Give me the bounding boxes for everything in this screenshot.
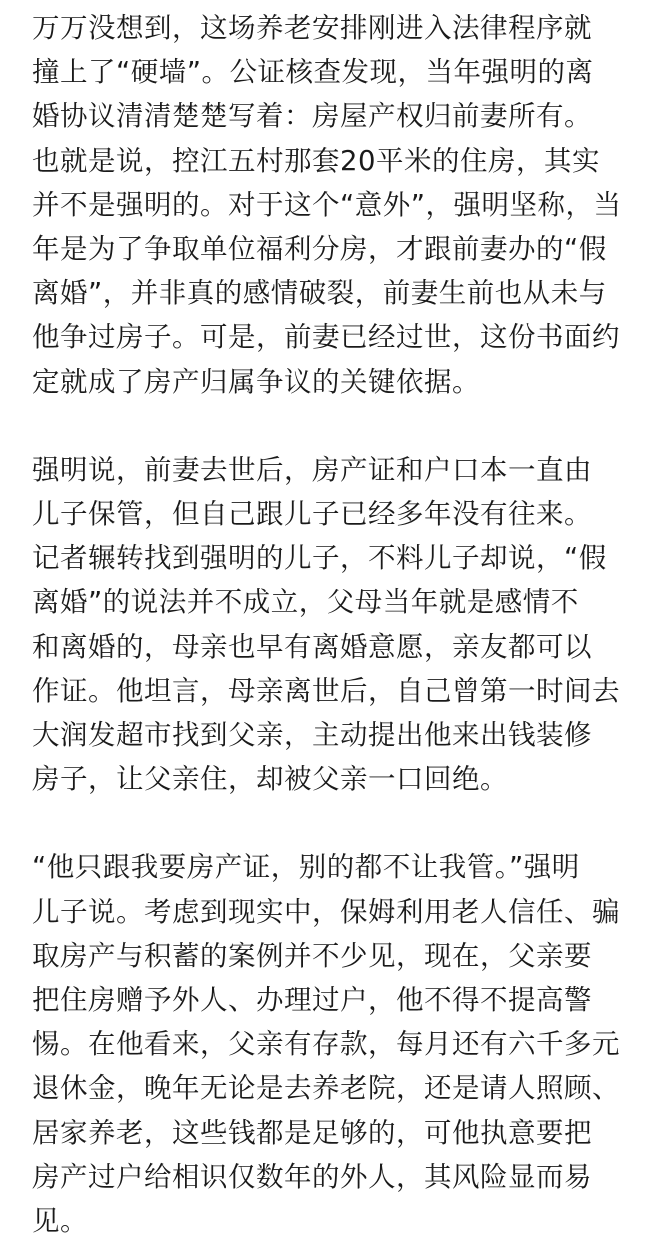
text-line: 定就成了房产归属争议的关键依据。 bbox=[32, 365, 480, 398]
text-line: 强明说，前妻去世后，房产证和户口本一直由 bbox=[32, 453, 592, 486]
text-line: 把住房赠予外人、办理过户，他不得不提高警 bbox=[32, 984, 592, 1017]
text-line: 房产过户给相识仅数年的外人，其风险显而易 bbox=[32, 1160, 592, 1193]
text-line: 惕。在他看来，父亲有存款，每月还有六千多元 bbox=[32, 1028, 620, 1061]
text-line: 见。 bbox=[32, 1205, 88, 1238]
text-line: 离婚”，并非真的感情破裂，前妻生前也从未与 bbox=[32, 277, 607, 310]
text-line: 儿子保管，但自己跟儿子已经多年没有往来。 bbox=[32, 498, 592, 531]
text-line: 他争过房子。可是，前妻已经过世，这份书面约 bbox=[32, 321, 620, 354]
text-line: 房子，让父亲住，却被父亲一口回绝。 bbox=[32, 763, 508, 796]
paragraph-1 bbox=[32, 6, 624, 404]
text-line: 并不是强明的。对于这个“意外”，强明坚称，当 bbox=[32, 188, 622, 221]
text-line: 离婚”的说法并不成立，父母当年就是感情不 bbox=[32, 586, 579, 619]
text-line: 记者辗转找到强明的儿子，不料儿子却说，“假 bbox=[32, 542, 607, 575]
text-line: 退休金，晚年无论是去养老院，还是请人照顾、 bbox=[32, 1072, 620, 1105]
text-line: 作证。他坦言，母亲离世后，自己曾第一时间去 bbox=[32, 674, 620, 707]
text-line: 居家养老，这些钱都是足够的，可他执意要把 bbox=[32, 1116, 592, 1149]
text-line: 年是为了争取单位福利分房，才跟前妻办的“假 bbox=[32, 233, 607, 266]
text-line: 婚协议清清楚楚写着：房屋产权归前妻所有。 bbox=[32, 100, 592, 133]
paragraph-3 bbox=[32, 845, 624, 1243]
text-line: 取房产与积蓄的案例并不少见，现在，父亲要 bbox=[32, 939, 592, 972]
text-line: 撞上了“硬墙”。公证核查发现，当年强明的离 bbox=[32, 56, 594, 89]
text-line: 和离婚的，母亲也早有离婚意愿，亲友都可以 bbox=[32, 630, 592, 663]
paragraph-2 bbox=[32, 448, 624, 802]
text-line: 儿子说。考虑到现实中，保姆利用老人信任、骗 bbox=[32, 895, 620, 928]
text-line: 大润发超市找到父亲，主动提出他来出钱装修 bbox=[32, 719, 592, 752]
text-line: “他只跟我要房产证，别的都不让我管。”强明 bbox=[32, 851, 580, 884]
paragraph-spacer bbox=[32, 404, 624, 448]
text-line: 也就是说，控江五村那套20平米的住房，其实 bbox=[32, 144, 600, 177]
text-line: 万万没想到，这场养老安排刚进入法律程序就 bbox=[32, 12, 592, 44]
paragraph-spacer bbox=[32, 801, 624, 845]
